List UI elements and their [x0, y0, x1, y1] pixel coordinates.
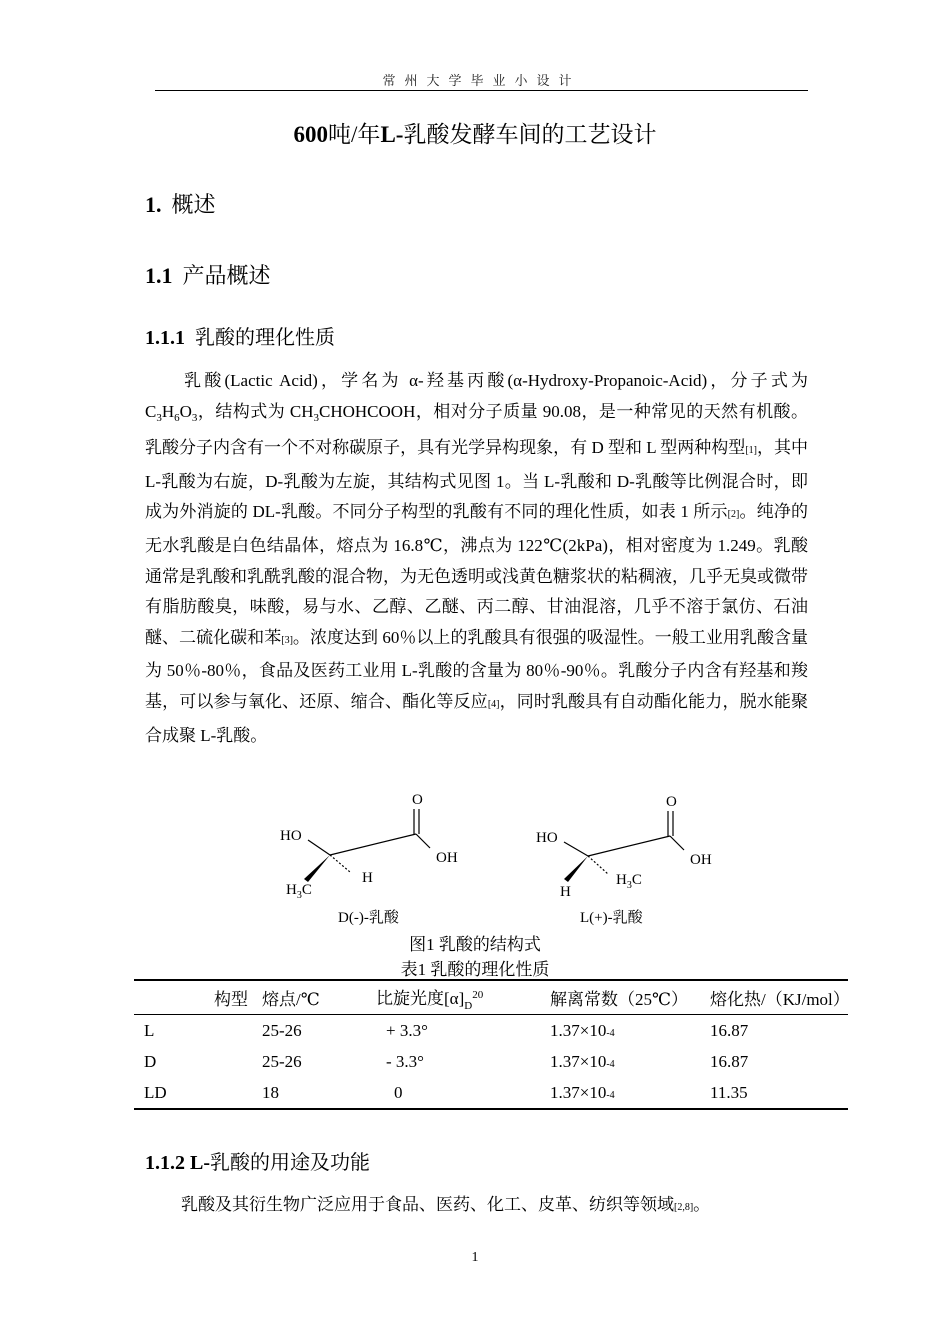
l-lactic-acid-structure [536, 794, 712, 900]
citation: [4] [487, 698, 500, 710]
page-header: 常州大学毕业小设计 [155, 70, 808, 91]
svg-text:H3C: $H_3C$ [286, 882, 312, 901]
header-melting-point: 熔点/℃ [262, 990, 320, 1009]
header-heat: 熔化热/（KJ/mol） [710, 990, 850, 1009]
section-number: 1.1.2 L- [145, 1152, 210, 1174]
section-number: 1. [145, 192, 162, 217]
svg-text:HO: HO [280, 828, 302, 844]
paragraph-properties: 乳酸(Lactic Acid)，学名为 α-羟基丙酸(α-Hydroxy-Propanoic-Acid)，分子式为 $C_3H_6O_3$，结构式为 $CH_3CHOHCOOH$，相对分子质量 90.08，是一种常见的天然有机酸。乳酸分子内含有一个不对称碳原子，具有光学异构现象，有 D 型和 L 型两种构型[1]，其中 L-乳酸为右旋，D-乳酸为左旋，其结构式见图 1。当 L-乳酸和 D-乳酸等比例混合时，即成为外消旋的 DL-乳酸。不同分子构型的乳酸有不同的理化性质，如表 1 所示[2]。纯净的无水乳酸是白色结晶体，熔点为 16.8℃，沸点为 122℃(2kPa)，相对密度为 1.249。乳酸通常是乳酸和乳酰乳酸的混合物，为无色透明或浅黄色糖浆状的粘稠液，几乎无臭或微带有脂肪酸臭，味酸，易与水、乙醇、乙醚、丙二醇、甘油混溶，几乎不溶于氯仿、石油醚、二硫化碳和苯[3]。浓度达到 60％以上的乳酸具有很强的吸湿性。一般工业用乳酸含量为 50％-80％，食品及医药工业用 L-乳酸的含量为 80％-90％。乳酸分子内含有羟基和羧基，可以参与氧化、还原、缩合、酯化等反应[4]，同时乳酸具有自动酯化能力，脱水能聚合成聚 L-乳酸。 [145, 371, 809, 745]
section-heading-1-1 [145, 259, 271, 290]
table-row: LD 18 0 1.37×10-4 11.35 [134, 1077, 848, 1109]
paragraph-uses: 乳酸及其衍生物广泛应用于食品、医药、化工、皮革、纺织等领域[2,8]。 [181, 1195, 711, 1214]
l-lactic-acid-label: L(+)-乳酸 [580, 910, 643, 926]
title-unit: 吨/年 [328, 122, 381, 147]
header-config: 构型 [214, 990, 248, 1009]
svg-text:H3C: $H_3C$ [616, 872, 642, 891]
table-header-row [134, 980, 848, 1015]
citation: [1] [745, 445, 757, 457]
lactic-acid-structures [270, 790, 720, 930]
section-label: 乳酸的理化性质 [195, 327, 335, 349]
svg-text:O: O [666, 794, 677, 810]
citation: [2,8] [674, 1202, 694, 1213]
table-caption: 表1 乳酸的理化性质 [400, 960, 550, 979]
table-row: L 25-26 + 3.3° 1.37×10-4 16.87 [144, 1020, 749, 1040]
citation: [3] [281, 634, 293, 646]
header-dissociation: 解离常数（25℃） [550, 990, 689, 1009]
page-number: 1 [471, 1250, 479, 1265]
title-prefix: L- [380, 122, 404, 147]
section-label: 产品概述 [182, 263, 271, 288]
table-row: D 25-26 - 3.3° 1.37×10-4 16.87 [144, 1051, 749, 1071]
section-heading-1 [145, 188, 216, 219]
svg-text:O: O [412, 792, 423, 808]
d-lactic-acid-label: D(-)-乳酸 [338, 910, 399, 926]
figure-caption: 图1 乳酸的结构式 [409, 935, 541, 954]
header-rotation: 比旋光度$[\alpha]_D^{20}$ [376, 988, 484, 1012]
section-label: 概述 [171, 192, 216, 217]
properties-table [134, 979, 848, 1110]
document-title [0, 116, 950, 149]
section-label: 乳酸的用途及功能 [210, 1152, 370, 1174]
svg-text:OH: OH [690, 852, 712, 868]
section-heading-1-1-1 [145, 321, 335, 350]
svg-text:H: H [560, 884, 571, 900]
title-number: 600 [293, 122, 329, 147]
structure-figure [270, 790, 720, 930]
section-heading-1-1-2 [145, 1146, 370, 1175]
svg-text:HO: HO [536, 830, 558, 846]
section-number: 1.1.1 [145, 327, 185, 349]
d-lactic-acid-structure [280, 792, 458, 901]
svg-text:OH: OH [436, 850, 458, 866]
section-number: 1.1 [145, 263, 173, 288]
citation: [2] [727, 509, 740, 521]
svg-text:H: H [362, 870, 373, 886]
title-rest: 乳酸发酵车间的工艺设计 [403, 122, 657, 147]
